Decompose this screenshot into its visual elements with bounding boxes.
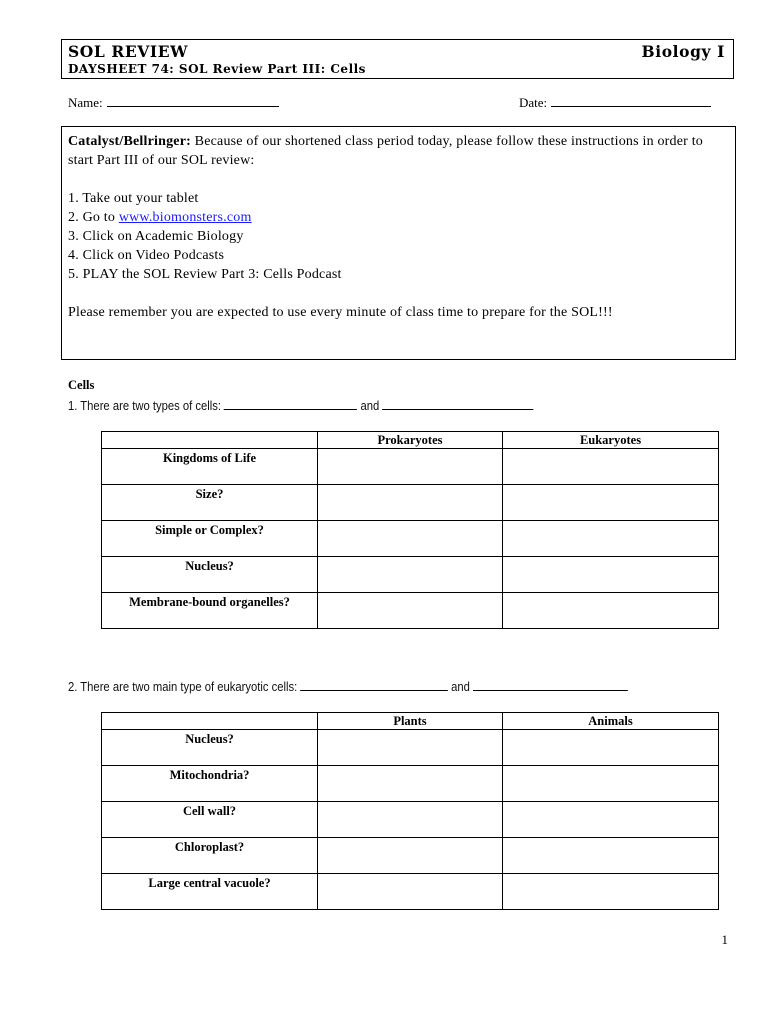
question-2-blank-b[interactable] — [473, 678, 628, 691]
step-5: 5. PLAY the SOL Review Part 3: Cells Podcast — [68, 267, 342, 282]
table-header-prokaryotes: Prokaryotes — [318, 432, 503, 449]
row-label: Simple or Complex? — [102, 521, 318, 557]
table-header-eukaryotes: Eukaryotes — [503, 432, 719, 449]
answer-cell[interactable] — [503, 485, 719, 521]
table-header-row — [102, 432, 719, 449]
answer-cell[interactable] — [503, 766, 719, 802]
table-row — [102, 521, 719, 557]
row-label: Membrane-bound organelles? — [102, 593, 318, 629]
row-label: Large central vacuole? — [102, 874, 318, 910]
worksheet-subtitle: DAYSHEET 74: SOL Review Part III: Cells — [68, 62, 366, 76]
answer-cell[interactable] — [318, 485, 503, 521]
eukaryotic-cells-table — [101, 712, 719, 910]
step-4: 4. Click on Video Podcasts — [68, 248, 225, 263]
answer-cell[interactable] — [318, 730, 503, 766]
answer-cell[interactable] — [318, 593, 503, 629]
question-1-and: and — [360, 399, 380, 413]
question-1-text: 1. There are two types of cells: — [68, 399, 221, 413]
worksheet-title: SOL REVIEW — [68, 42, 189, 61]
answer-cell[interactable] — [503, 449, 719, 485]
table-row — [102, 730, 719, 766]
row-label: Nucleus? — [102, 730, 318, 766]
row-label: Mitochondria? — [102, 766, 318, 802]
page-number: 1 — [721, 932, 728, 947]
table-row — [102, 766, 719, 802]
step-3: 3. Click on Academic Biology — [68, 229, 244, 244]
question-2-blank-a[interactable] — [300, 678, 448, 691]
row-label: Cell wall? — [102, 802, 318, 838]
question-1 — [68, 397, 534, 413]
answer-cell[interactable] — [318, 874, 503, 910]
step-2-text: 2. Go to — [68, 210, 119, 225]
row-label: Nucleus? — [102, 557, 318, 593]
course-name: Biology I — [641, 42, 725, 61]
table-row — [102, 557, 719, 593]
name-label: Name: — [68, 95, 103, 110]
answer-cell[interactable] — [318, 802, 503, 838]
catalyst-label: Catalyst/Bellringer: — [68, 134, 191, 149]
question-1-blank-b[interactable] — [382, 397, 533, 410]
header-box — [61, 39, 734, 79]
answer-cell[interactable] — [503, 802, 719, 838]
name-blank[interactable] — [107, 93, 279, 107]
row-label: Chloroplast? — [102, 838, 318, 874]
cells-section-title: Cells — [68, 378, 95, 392]
table-row — [102, 449, 719, 485]
table-header-cell — [102, 713, 318, 730]
answer-cell[interactable] — [318, 766, 503, 802]
answer-cell[interactable] — [318, 449, 503, 485]
date-label: Date: — [519, 95, 548, 110]
answer-cell[interactable] — [503, 521, 719, 557]
table-row — [102, 593, 719, 629]
answer-cell[interactable] — [503, 874, 719, 910]
table-header-animals: Animals — [503, 713, 719, 730]
table-header-row — [102, 713, 719, 730]
table-row — [102, 838, 719, 874]
question-2-and: and — [451, 680, 470, 694]
step-1: 1. Take out your tablet — [68, 191, 199, 206]
date-blank[interactable] — [551, 93, 711, 107]
name-field — [68, 93, 279, 111]
catalyst-reminder: Please remember you are expected to use every minute of class time to prepare for the SOL!!! — [68, 305, 613, 320]
answer-cell[interactable] — [503, 730, 719, 766]
question-1-blank-a[interactable] — [224, 397, 357, 410]
table-header-plants: Plants — [318, 713, 503, 730]
catalyst-intro-text: Because of our shortened class period today, please follow these instructions in order to start Part III of our SOL review: — [68, 134, 703, 168]
table-row — [102, 485, 719, 521]
row-label: Kingdoms of Life — [102, 449, 318, 485]
biomonsters-link[interactable]: www.biomonsters.com — [118, 210, 252, 225]
answer-cell[interactable] — [503, 838, 719, 874]
question-2 — [68, 678, 628, 694]
answer-cell[interactable] — [503, 557, 719, 593]
table-row — [102, 802, 719, 838]
table-row — [102, 874, 719, 910]
catalyst-intro — [68, 132, 729, 170]
catalyst-box — [61, 126, 736, 360]
step-2 — [68, 208, 729, 227]
answer-cell[interactable] — [318, 557, 503, 593]
answer-cell[interactable] — [503, 593, 719, 629]
table-header-cell — [102, 432, 318, 449]
cell-types-table — [101, 431, 719, 629]
answer-cell[interactable] — [318, 521, 503, 557]
date-field — [519, 93, 711, 111]
question-2-text: 2. There are two main type of eukaryotic cells: — [68, 680, 298, 694]
row-label: Size? — [102, 485, 318, 521]
answer-cell[interactable] — [318, 838, 503, 874]
